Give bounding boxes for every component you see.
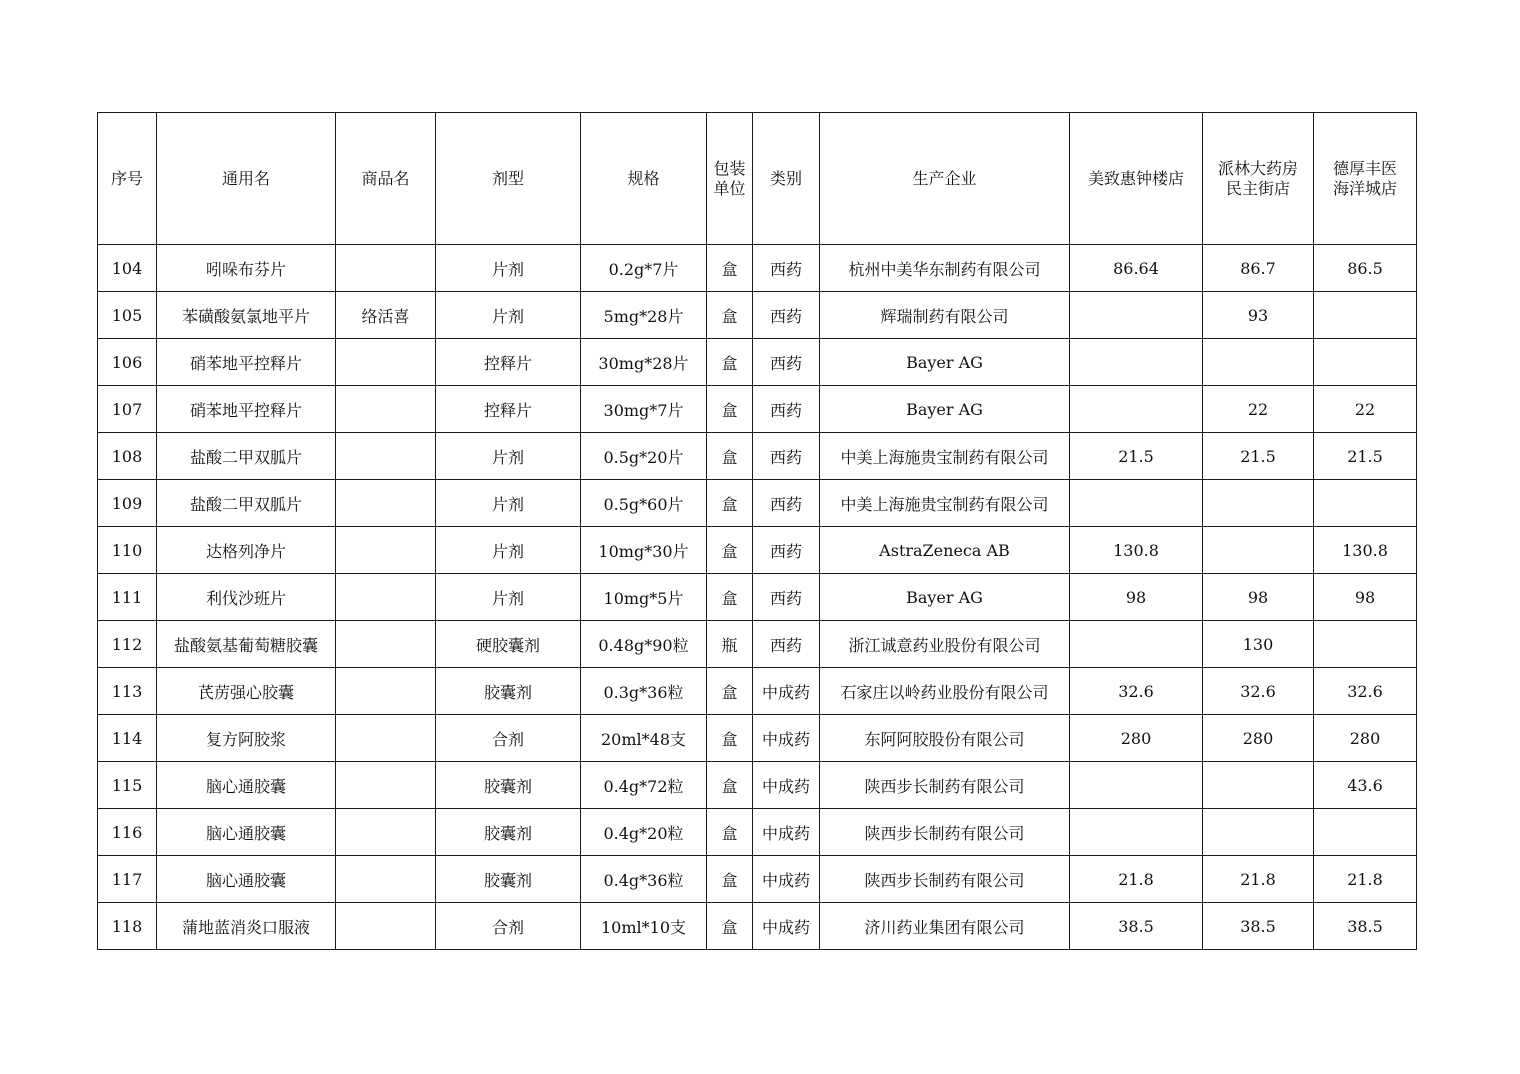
header-manufacturer: 生产企业	[820, 113, 1070, 245]
cell-price-store-3: 130.8	[1314, 527, 1417, 574]
header-store-1: 美致惠钟楼店	[1070, 113, 1203, 245]
cell-generic-name: 盐酸氨基葡萄糖胶囊	[157, 621, 336, 668]
cell-package-unit: 盒	[707, 245, 753, 292]
table-row	[98, 433, 1417, 480]
cell-price-store-1	[1070, 386, 1203, 433]
cell-brand-name	[336, 809, 436, 856]
cell-spec: 0.48g*90粒	[581, 621, 707, 668]
cell-price-store-2	[1203, 527, 1314, 574]
cell-package-unit: 盒	[707, 856, 753, 903]
cell-no: 106	[98, 339, 157, 386]
cell-price-store-2	[1203, 762, 1314, 809]
cell-no: 109	[98, 480, 157, 527]
cell-price-store-1: 280	[1070, 715, 1203, 762]
cell-category: 西药	[753, 292, 820, 339]
cell-price-store-1: 38.5	[1070, 903, 1203, 950]
cell-no: 116	[98, 809, 157, 856]
table-row	[98, 245, 1417, 292]
cell-price-store-2: 130	[1203, 621, 1314, 668]
cell-price-store-2: 21.5	[1203, 433, 1314, 480]
cell-package-unit: 盒	[707, 903, 753, 950]
cell-price-store-1	[1070, 762, 1203, 809]
cell-dosage-form: 胶囊剂	[436, 668, 581, 715]
cell-brand-name	[336, 386, 436, 433]
cell-category: 中成药	[753, 762, 820, 809]
table-row	[98, 574, 1417, 621]
cell-spec: 0.4g*72粒	[581, 762, 707, 809]
cell-dosage-form: 硬胶囊剂	[436, 621, 581, 668]
cell-price-store-3: 86.5	[1314, 245, 1417, 292]
cell-price-store-1	[1070, 809, 1203, 856]
cell-manufacturer: 东阿阿胶股份有限公司	[820, 715, 1070, 762]
cell-price-store-1: 21.5	[1070, 433, 1203, 480]
cell-manufacturer: 陕西步长制药有限公司	[820, 762, 1070, 809]
cell-dosage-form: 片剂	[436, 527, 581, 574]
cell-price-store-2: 32.6	[1203, 668, 1314, 715]
cell-brand-name	[336, 668, 436, 715]
cell-price-store-2: 21.8	[1203, 856, 1314, 903]
cell-price-store-2: 93	[1203, 292, 1314, 339]
table-row	[98, 762, 1417, 809]
cell-dosage-form: 胶囊剂	[436, 856, 581, 903]
cell-manufacturer: Bayer AG	[820, 386, 1070, 433]
table-row	[98, 715, 1417, 762]
cell-price-store-1: 86.64	[1070, 245, 1203, 292]
cell-brand-name	[336, 856, 436, 903]
cell-price-store-2	[1203, 339, 1314, 386]
cell-category: 西药	[753, 527, 820, 574]
cell-generic-name: 脑心通胶囊	[157, 762, 336, 809]
cell-generic-name: 脑心通胶囊	[157, 856, 336, 903]
cell-price-store-3	[1314, 809, 1417, 856]
table-row	[98, 480, 1417, 527]
table-row	[98, 292, 1417, 339]
header-category: 类别	[753, 113, 820, 245]
cell-brand-name	[336, 339, 436, 386]
cell-manufacturer: 杭州中美华东制药有限公司	[820, 245, 1070, 292]
cell-spec: 30mg*28片	[581, 339, 707, 386]
cell-price-store-2	[1203, 480, 1314, 527]
cell-price-store-1: 21.8	[1070, 856, 1203, 903]
cell-manufacturer: AstraZeneca AB	[820, 527, 1070, 574]
cell-dosage-form: 合剂	[436, 715, 581, 762]
cell-manufacturer: 辉瑞制药有限公司	[820, 292, 1070, 339]
table-row	[98, 856, 1417, 903]
header-store-3: 德厚丰医 海洋城店	[1314, 113, 1417, 245]
cell-category: 中成药	[753, 668, 820, 715]
cell-manufacturer: 济川药业集团有限公司	[820, 903, 1070, 950]
cell-generic-name: 芪苈强心胶囊	[157, 668, 336, 715]
cell-brand-name	[336, 480, 436, 527]
cell-manufacturer: Bayer AG	[820, 339, 1070, 386]
cell-package-unit: 盒	[707, 386, 753, 433]
cell-price-store-3	[1314, 292, 1417, 339]
cell-brand-name	[336, 715, 436, 762]
cell-price-store-3: 38.5	[1314, 903, 1417, 950]
cell-generic-name: 蒲地蓝消炎口服液	[157, 903, 336, 950]
table-row	[98, 386, 1417, 433]
cell-price-store-3	[1314, 480, 1417, 527]
cell-spec: 0.3g*36粒	[581, 668, 707, 715]
cell-spec: 10mg*5片	[581, 574, 707, 621]
cell-category: 中成药	[753, 715, 820, 762]
cell-price-store-2: 22	[1203, 386, 1314, 433]
cell-price-store-3	[1314, 339, 1417, 386]
header-dosage-form: 剂型	[436, 113, 581, 245]
table-body	[98, 245, 1417, 950]
cell-brand-name	[336, 527, 436, 574]
cell-no: 113	[98, 668, 157, 715]
cell-price-store-1	[1070, 292, 1203, 339]
cell-category: 西药	[753, 621, 820, 668]
cell-package-unit: 瓶	[707, 621, 753, 668]
cell-no: 118	[98, 903, 157, 950]
table-row	[98, 668, 1417, 715]
cell-price-store-2: 280	[1203, 715, 1314, 762]
cell-no: 105	[98, 292, 157, 339]
table-row	[98, 527, 1417, 574]
cell-generic-name: 硝苯地平控释片	[157, 386, 336, 433]
cell-generic-name: 复方阿胶浆	[157, 715, 336, 762]
cell-price-store-1	[1070, 339, 1203, 386]
cell-generic-name: 利伐沙班片	[157, 574, 336, 621]
cell-brand-name	[336, 574, 436, 621]
cell-package-unit: 盒	[707, 339, 753, 386]
cell-no: 112	[98, 621, 157, 668]
cell-spec: 0.2g*7片	[581, 245, 707, 292]
cell-no: 115	[98, 762, 157, 809]
cell-price-store-3: 32.6	[1314, 668, 1417, 715]
cell-category: 西药	[753, 480, 820, 527]
cell-manufacturer: 浙江诚意药业股份有限公司	[820, 621, 1070, 668]
cell-no: 117	[98, 856, 157, 903]
cell-dosage-form: 片剂	[436, 480, 581, 527]
cell-category: 中成药	[753, 809, 820, 856]
drug-price-table	[97, 112, 1417, 950]
cell-price-store-3: 98	[1314, 574, 1417, 621]
cell-category: 西药	[753, 339, 820, 386]
cell-no: 104	[98, 245, 157, 292]
header-package-unit: 包装 单位	[707, 113, 753, 245]
cell-package-unit: 盒	[707, 480, 753, 527]
cell-no: 108	[98, 433, 157, 480]
cell-no: 110	[98, 527, 157, 574]
cell-generic-name: 硝苯地平控释片	[157, 339, 336, 386]
header-spec: 规格	[581, 113, 707, 245]
cell-manufacturer: 石家庄以岭药业股份有限公司	[820, 668, 1070, 715]
cell-spec: 30mg*7片	[581, 386, 707, 433]
header-brand-name: 商品名	[336, 113, 436, 245]
cell-package-unit: 盒	[707, 762, 753, 809]
cell-spec: 20ml*48支	[581, 715, 707, 762]
cell-manufacturer: 中美上海施贵宝制药有限公司	[820, 433, 1070, 480]
cell-category: 中成药	[753, 903, 820, 950]
table-row	[98, 809, 1417, 856]
cell-price-store-3: 21.5	[1314, 433, 1417, 480]
cell-price-store-2: 98	[1203, 574, 1314, 621]
cell-package-unit: 盒	[707, 433, 753, 480]
cell-spec: 10ml*10支	[581, 903, 707, 950]
cell-generic-name: 盐酸二甲双胍片	[157, 480, 336, 527]
cell-price-store-3: 43.6	[1314, 762, 1417, 809]
cell-package-unit: 盒	[707, 527, 753, 574]
cell-price-store-3: 21.8	[1314, 856, 1417, 903]
cell-generic-name: 吲哚布芬片	[157, 245, 336, 292]
cell-price-store-1: 98	[1070, 574, 1203, 621]
cell-generic-name: 达格列净片	[157, 527, 336, 574]
cell-package-unit: 盒	[707, 715, 753, 762]
cell-dosage-form: 控释片	[436, 386, 581, 433]
cell-spec: 10mg*30片	[581, 527, 707, 574]
cell-category: 西药	[753, 386, 820, 433]
header-store-2: 派林大药房 民主街店	[1203, 113, 1314, 245]
header-generic-name: 通用名	[157, 113, 336, 245]
cell-dosage-form: 片剂	[436, 292, 581, 339]
cell-price-store-1: 130.8	[1070, 527, 1203, 574]
cell-no: 111	[98, 574, 157, 621]
cell-price-store-3: 280	[1314, 715, 1417, 762]
cell-price-store-2	[1203, 809, 1314, 856]
cell-package-unit: 盒	[707, 574, 753, 621]
cell-no: 114	[98, 715, 157, 762]
cell-brand-name	[336, 245, 436, 292]
cell-brand-name	[336, 433, 436, 480]
cell-price-store-1: 32.6	[1070, 668, 1203, 715]
cell-price-store-1	[1070, 621, 1203, 668]
cell-dosage-form: 片剂	[436, 433, 581, 480]
cell-no: 107	[98, 386, 157, 433]
cell-brand-name	[336, 621, 436, 668]
cell-generic-name: 脑心通胶囊	[157, 809, 336, 856]
header-row	[98, 113, 1417, 245]
cell-dosage-form: 胶囊剂	[436, 809, 581, 856]
cell-category: 中成药	[753, 856, 820, 903]
cell-spec: 0.4g*36粒	[581, 856, 707, 903]
cell-spec: 5mg*28片	[581, 292, 707, 339]
cell-manufacturer: 陕西步长制药有限公司	[820, 809, 1070, 856]
cell-package-unit: 盒	[707, 668, 753, 715]
cell-category: 西药	[753, 245, 820, 292]
cell-package-unit: 盒	[707, 809, 753, 856]
table-row	[98, 903, 1417, 950]
cell-manufacturer: Bayer AG	[820, 574, 1070, 621]
cell-dosage-form: 片剂	[436, 245, 581, 292]
cell-spec: 0.5g*60片	[581, 480, 707, 527]
cell-manufacturer: 中美上海施贵宝制药有限公司	[820, 480, 1070, 527]
cell-brand-name	[336, 762, 436, 809]
cell-price-store-1	[1070, 480, 1203, 527]
cell-price-store-3: 22	[1314, 386, 1417, 433]
cell-brand-name	[336, 903, 436, 950]
cell-generic-name: 苯磺酸氨氯地平片	[157, 292, 336, 339]
table-row	[98, 621, 1417, 668]
cell-price-store-2: 86.7	[1203, 245, 1314, 292]
cell-spec: 0.4g*20粒	[581, 809, 707, 856]
cell-price-store-3	[1314, 621, 1417, 668]
cell-dosage-form: 控释片	[436, 339, 581, 386]
cell-package-unit: 盒	[707, 292, 753, 339]
table-row	[98, 339, 1417, 386]
cell-brand-name: 络活喜	[336, 292, 436, 339]
cell-category: 西药	[753, 433, 820, 480]
cell-dosage-form: 胶囊剂	[436, 762, 581, 809]
cell-price-store-2: 38.5	[1203, 903, 1314, 950]
cell-manufacturer: 陕西步长制药有限公司	[820, 856, 1070, 903]
cell-dosage-form: 合剂	[436, 903, 581, 950]
cell-generic-name: 盐酸二甲双胍片	[157, 433, 336, 480]
cell-spec: 0.5g*20片	[581, 433, 707, 480]
header-no: 序号	[98, 113, 157, 245]
cell-category: 西药	[753, 574, 820, 621]
cell-dosage-form: 片剂	[436, 574, 581, 621]
